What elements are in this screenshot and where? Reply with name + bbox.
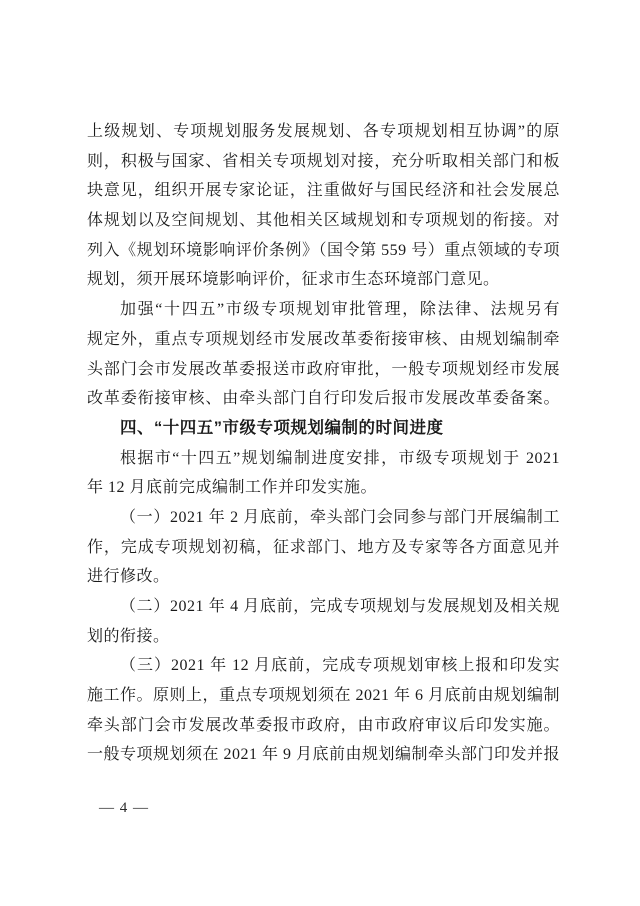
text-line: 施工作。原则上，重点专项规划须在 2021 年 6 月底前由规划编制: [87, 687, 561, 705]
text-line: 年 12 月底前完成编制工作并印发实施。: [87, 479, 378, 497]
section-heading: 四、“十四五”市级专项规划编制的时间进度: [120, 418, 444, 437]
text-line: 块意见，组织开展专家论证，注重做好与国民经济和社会发展总: [87, 182, 560, 200]
text-line: （三）2021 年 12 月底前，完成专项规划审核上报和印发实: [120, 657, 560, 675]
text-line: （二）2021 年 4 月底前，完成专项规划与发展规划及相关规: [120, 598, 560, 615]
page-number: — 4 —: [99, 800, 149, 816]
text-line: 作，完成专项规划初稿，征求部门、地方及专家等各方面意见并: [87, 538, 560, 556]
text-line: 改革委衔接审核、由牵头部门自行印发后报市发展改革委备案。: [87, 390, 560, 408]
text-line: 上级规划、专项规划服务发展规划、各专项规划相互协调”的原: [87, 123, 560, 140]
text-line: 加强“十四五”市级专项规划审批管理，除法律、法规另有: [120, 301, 560, 319]
text-line: 规划，须开展环境影响评价，征求市生态环境部门意见。: [87, 271, 500, 289]
text-line: 根据市“十四五”规划编制进度安排，市级专项规划于 2021: [120, 449, 560, 467]
text-line: 规定外，重点专项规划经市发展改革委衔接审核、由规划编制牵: [87, 330, 560, 348]
text-line: 牵头部门会市发展改革委报市政府，由市政府审议后印发实施。: [87, 716, 560, 734]
text-line: 则，积极与国家、省相关专项规划对接，充分听取相关部门和板: [87, 152, 560, 170]
text-line: 头部门会市发展改革委报送市政府审批，一般专项规划经市发展: [87, 360, 560, 378]
text-line: 划的衔接。: [87, 627, 170, 645]
text-line: （一）2021 年 2 月底前，牵头部门会同参与部门开展编制工: [120, 508, 560, 526]
document-body: [87, 117, 560, 770]
text-line: 一般专项规划须在 2021 年 9 月底前由规划编制牵头部门印发并报: [87, 746, 561, 764]
text-line: 体规划以及空间规划、其他相关区域规划和专项规划的衔接。对: [87, 212, 560, 230]
text-line: 进行修改。: [87, 568, 170, 586]
text-line: 列入《规划环境影响评价条例》（国令第 559 号）重点领域的专项: [87, 241, 560, 259]
